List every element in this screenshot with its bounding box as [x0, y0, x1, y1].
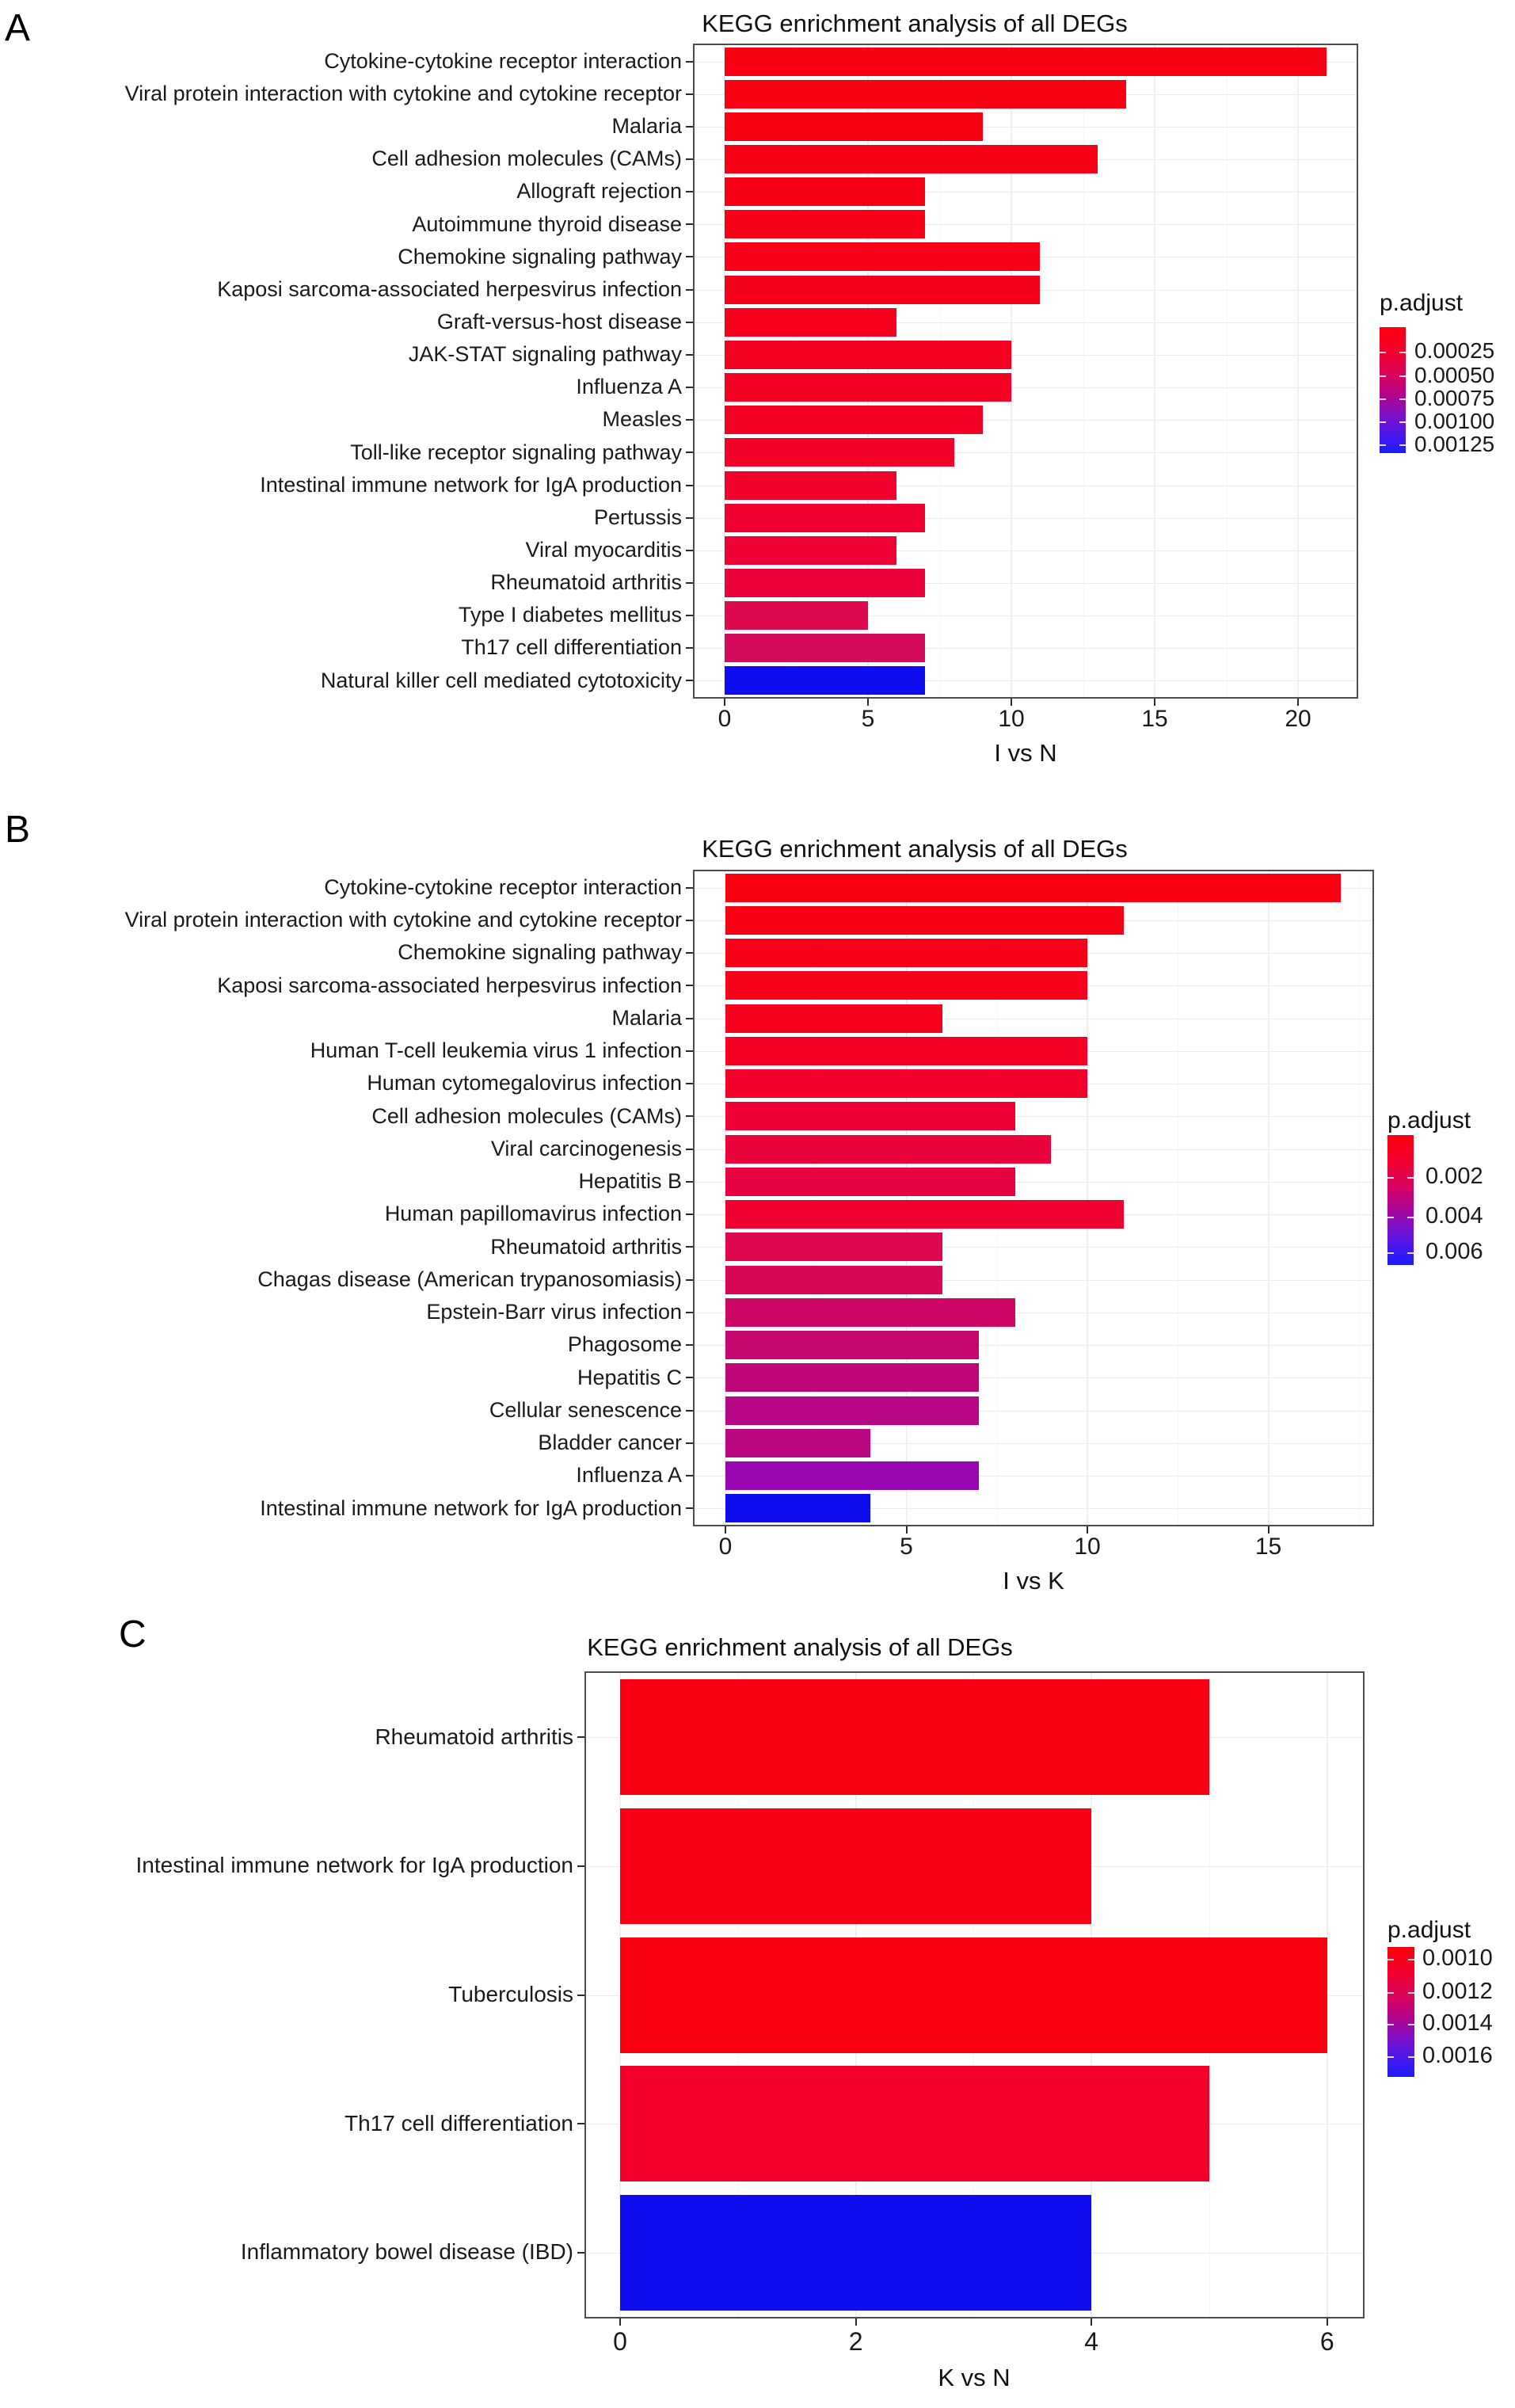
x-gridline-minor — [1083, 45, 1084, 697]
bar-cytokine-cytokine-receptor-interaction — [725, 48, 1327, 76]
bar-bladder-cancer — [725, 1429, 870, 1457]
category-label: Viral carcinogenesis — [490, 1136, 682, 1160]
legend-colorbar-tick — [1387, 1217, 1394, 1218]
bar-cell-adhesion-molecules-cams- — [725, 1102, 1015, 1130]
x-axis-tick-label: 10 — [1074, 1534, 1101, 1560]
panel-a-legend-title: p.adjust — [1380, 290, 1464, 316]
bar-hepatitis-c — [725, 1363, 979, 1392]
category-label: Kaposi sarcoma-associated herpesvirus infection — [217, 276, 682, 301]
bar-epstein-barr-virus-infection — [725, 1298, 1015, 1327]
y-axis-tick — [577, 1865, 584, 1867]
x-axis-tick — [724, 699, 725, 706]
legend-colorbar-tick — [1407, 1177, 1414, 1179]
bar-cellular-senescence — [725, 1396, 979, 1425]
x-axis-tick-label: 0 — [718, 1534, 733, 1560]
y-axis-tick — [686, 985, 693, 986]
bar-tuberculosis — [620, 1937, 1327, 2053]
x-gridline-major — [1087, 871, 1088, 1525]
x-axis-tick — [1268, 1526, 1269, 1534]
y-axis-tick — [686, 1246, 693, 1248]
bar-toll-like-receptor-signaling-pathway — [725, 438, 954, 467]
bar-kaposi-sarcoma-associated-herpesvirus-infection — [725, 276, 1040, 304]
y-axis-tick — [686, 1214, 693, 1215]
x-gridline-minor — [1227, 45, 1228, 697]
y-axis-tick — [686, 452, 693, 453]
y-axis-tick — [686, 191, 693, 192]
x-axis-tick — [619, 2318, 621, 2326]
y-axis-tick — [686, 1181, 693, 1183]
legend-tick-label: 0.0014 — [1422, 2010, 1493, 2037]
legend-tick-label: 0.0010 — [1422, 1945, 1493, 1972]
bar-rheumatoid-arthritis — [725, 569, 925, 597]
bar-intestinal-immune-network-for-iga-production — [725, 471, 896, 500]
y-axis-tick — [686, 1050, 693, 1052]
y-axis-tick — [686, 1149, 693, 1150]
x-gridline-major — [906, 871, 908, 1525]
x-axis-tick-label: 15 — [1141, 706, 1168, 732]
bar-hepatitis-b — [725, 1168, 1015, 1196]
bar-allograft-rejection — [725, 177, 925, 206]
legend-colorbar-tick — [1399, 375, 1406, 377]
category-label: Natural killer cell mediated cytotoxicity — [320, 668, 682, 692]
legend-colorbar-tick — [1380, 444, 1386, 446]
y-axis-tick — [686, 1115, 693, 1117]
bar-cell-adhesion-molecules-cams- — [725, 145, 1098, 173]
y-axis-tick — [686, 550, 693, 551]
legend-colorbar-tick — [1387, 2056, 1394, 2058]
x-axis-tick — [855, 2318, 857, 2326]
bar-pertussis — [725, 504, 925, 532]
legend-colorbar-tick — [1399, 398, 1406, 400]
y-axis-tick — [686, 158, 693, 160]
bar-th17-cell-differentiation — [620, 2066, 1209, 2181]
y-axis-tick — [686, 1410, 693, 1412]
category-label: Human papillomavirus infection — [384, 1202, 682, 1226]
category-label: Hepatitis C — [577, 1365, 682, 1389]
legend-colorbar-tick — [1387, 1959, 1394, 1960]
bar-viral-protein-interaction-with-cytokine-and-cytokine-receptor — [725, 80, 1126, 109]
x-axis-tick-label: 5 — [861, 706, 875, 732]
category-label: Cell adhesion molecules (CAMs) — [371, 147, 682, 171]
bar-kaposi-sarcoma-associated-herpesvirus-infection — [725, 971, 1087, 1000]
legend-colorbar-tick — [1408, 1959, 1414, 1960]
legend-colorbar-tick — [1380, 375, 1386, 377]
legend-colorbar-tick — [1399, 444, 1406, 446]
bar-human-cytomegalovirus-infection — [725, 1069, 1087, 1098]
panel-c-legend-title: p.adjust — [1387, 1917, 1471, 1943]
category-label: Phagosome — [567, 1332, 682, 1357]
category-label: Th17 cell differentiation — [461, 635, 682, 660]
category-label: Autoimmune thyroid disease — [412, 211, 682, 236]
x-axis-tick — [867, 699, 869, 706]
y-axis-tick — [686, 1507, 693, 1509]
category-label: Inflammatory bowel disease (IBD) — [240, 2239, 573, 2265]
x-gridline-major — [1297, 45, 1299, 697]
x-gridline-major — [725, 871, 726, 1525]
category-label: Intestinal immune network for IgA production — [260, 472, 682, 497]
bar-intestinal-immune-network-for-iga-production — [620, 1808, 1091, 1924]
y-axis-tick — [686, 1377, 693, 1378]
y-axis-tick — [686, 322, 693, 323]
x-gridline-major — [1154, 45, 1155, 697]
category-label: Kaposi sarcoma-associated herpesvirus infection — [217, 973, 682, 997]
category-label: Viral protein interaction with cytokine and cytokine receptor — [124, 81, 682, 105]
y-axis-tick — [686, 223, 693, 225]
y-axis-tick — [686, 419, 693, 421]
bar-human-t-cell-leukemia-virus-1-infection — [725, 1037, 1087, 1065]
panel-b-legend-title: p.adjust — [1387, 1107, 1471, 1134]
panel-a-plot-area — [124, 44, 1358, 732]
panel-b-title: KEGG enrichment analysis of all DEGs — [702, 835, 1128, 863]
legend-colorbar-tick — [1387, 2024, 1394, 2025]
y-axis-tick — [686, 1083, 693, 1084]
category-label: Rheumatoid arthritis — [490, 1234, 682, 1259]
y-axis-tick — [686, 126, 693, 128]
panel-a-title: KEGG enrichment analysis of all DEGs — [702, 10, 1128, 37]
y-axis-tick — [686, 517, 693, 519]
panel-a-letter: A — [5, 7, 31, 49]
category-label: Rheumatoid arthritis — [375, 1724, 573, 1749]
category-label: Intestinal immune network for IgA production — [135, 1853, 573, 1878]
y-axis-tick — [686, 887, 693, 889]
y-axis-tick — [577, 2252, 584, 2254]
bar-phagosome — [725, 1331, 979, 1359]
x-gridline-major — [1011, 45, 1012, 697]
legend-colorbar-tick — [1407, 1217, 1414, 1218]
category-label: Viral protein interaction with cytokine and cytokine receptor — [124, 908, 682, 932]
y-axis-tick — [686, 289, 693, 291]
panel-c-x-axis-label: K vs N — [938, 2364, 1011, 2391]
y-axis-tick — [686, 256, 693, 257]
bar-natural-killer-cell-mediated-cytotoxicity — [725, 666, 925, 695]
x-gridline-minor — [940, 45, 941, 697]
x-axis-tick-label: 0 — [718, 706, 732, 732]
bar-measles — [725, 406, 983, 434]
category-label: Influenza A — [576, 375, 682, 399]
bar-cytokine-cytokine-receptor-interaction — [725, 874, 1341, 902]
panel-b-letter: B — [5, 809, 31, 851]
x-gridline-minor — [997, 871, 998, 1525]
y-axis-tick — [686, 61, 693, 63]
bar-viral-carcinogenesis — [725, 1135, 1051, 1164]
legend-colorbar-tick — [1399, 421, 1406, 423]
y-axis-tick — [686, 680, 693, 681]
legend-colorbar-tick — [1408, 2056, 1414, 2058]
bar-influenza-a — [725, 373, 1011, 402]
x-axis-tick — [1091, 2318, 1092, 2326]
bar-influenza-a — [725, 1461, 979, 1490]
x-axis-tick-label: 10 — [998, 706, 1025, 732]
category-label: Chagas disease (American trypanosomiasis) — [257, 1267, 682, 1291]
x-axis-tick — [1154, 699, 1155, 706]
y-axis-tick — [686, 1442, 693, 1444]
legend-tick-label: 0.00050 — [1414, 362, 1495, 387]
category-label: Chemokine signaling pathway — [398, 244, 682, 269]
bar-chemokine-signaling-pathway — [725, 939, 1087, 967]
category-label: Allograft rejection — [516, 179, 682, 204]
x-axis-tick — [1327, 2318, 1328, 2326]
category-label: Influenza A — [576, 1463, 682, 1488]
legend-colorbar-tick — [1387, 1252, 1394, 1254]
x-axis-tick-label: 2 — [848, 2327, 863, 2356]
legend-tick-label: 0.00075 — [1414, 385, 1495, 410]
legend-colorbar-tick — [1407, 1252, 1414, 1254]
legend-tick-label: 0.0012 — [1422, 1979, 1493, 2005]
panel-c-plot-area — [135, 1671, 1365, 2356]
legend-tick-label: 0.00100 — [1414, 408, 1495, 433]
category-label: Human T-cell leukemia virus 1 infection — [310, 1038, 682, 1063]
legend-colorbar-tick — [1380, 352, 1386, 353]
category-label: Graft-versus-host disease — [436, 309, 682, 333]
legend-tick-label: 0.002 — [1426, 1164, 1483, 1190]
y-axis-tick — [577, 1995, 584, 1996]
bar-graft-versus-host-disease — [725, 308, 896, 337]
legend-colorbar-tick — [1380, 421, 1386, 423]
legend-tick-label: 0.006 — [1426, 1239, 1483, 1265]
category-label: Intestinal immune network for IgA production — [260, 1495, 682, 1520]
x-axis-tick-label: 4 — [1084, 2327, 1099, 2356]
category-label: JAK-STAT signaling pathway — [408, 342, 682, 367]
x-axis-tick — [906, 1526, 908, 1534]
panel-c-legend-colorbar — [1387, 1947, 1414, 2077]
bar-malaria — [725, 112, 983, 141]
y-axis-tick — [686, 920, 693, 921]
panel-b-legend-colorbar — [1387, 1135, 1414, 1265]
bar-rheumatoid-arthritis — [725, 1233, 942, 1261]
y-axis-tick — [686, 93, 693, 95]
x-axis-tick-label: 0 — [613, 2327, 627, 2356]
x-gridline-major — [867, 45, 869, 697]
x-axis-tick-label: 15 — [1254, 1534, 1282, 1560]
legend-colorbar-tick — [1387, 1992, 1394, 1994]
bar-type-i-diabetes-mellitus — [725, 601, 868, 630]
category-label: Rheumatoid arthritis — [490, 570, 682, 595]
category-label: Th17 cell differentiation — [344, 2110, 573, 2136]
legend-colorbar-tick — [1387, 1177, 1394, 1179]
y-axis-tick — [686, 1279, 693, 1281]
bar-autoimmune-thyroid-disease — [725, 210, 925, 238]
x-gridline-minor — [816, 871, 817, 1525]
y-axis-tick — [686, 1475, 693, 1476]
category-label: Viral myocarditis — [525, 538, 682, 562]
bar-th17-cell-differentiation — [725, 634, 925, 662]
y-axis-tick — [686, 647, 693, 649]
legend-tick-label: 0.00125 — [1414, 431, 1495, 456]
category-label: Malaria — [611, 114, 682, 139]
x-gridline-major — [1268, 871, 1269, 1525]
legend-tick-label: 0.0016 — [1422, 2043, 1493, 2069]
bar-chemokine-signaling-pathway — [725, 242, 1040, 271]
y-axis-tick — [686, 1018, 693, 1019]
category-label: Toll-like receptor signaling pathway — [350, 440, 682, 464]
category-label: Chemokine signaling pathway — [398, 940, 682, 965]
panel-c-letter: C — [119, 1614, 147, 1656]
legend-tick-label: 0.004 — [1426, 1202, 1483, 1229]
x-axis-tick — [1011, 699, 1012, 706]
category-label: Pertussis — [593, 505, 682, 529]
y-axis-tick — [686, 387, 693, 388]
bar-human-papillomavirus-infection — [725, 1200, 1124, 1229]
category-label: Cellular senescence — [489, 1397, 682, 1422]
category-label: Human cytomegalovirus infection — [367, 1071, 682, 1095]
y-axis-tick — [577, 1736, 584, 1738]
y-axis-tick — [686, 582, 693, 584]
x-axis-tick — [725, 1526, 726, 1534]
x-axis-tick — [1087, 1526, 1088, 1534]
legend-colorbar-tick — [1399, 352, 1406, 353]
bar-intestinal-immune-network-for-iga-production — [725, 1494, 870, 1522]
panel-a-legend-colorbar — [1380, 327, 1406, 453]
category-label: Cytokine-cytokine receptor interaction — [324, 48, 682, 73]
bar-chagas-disease-american-trypanosomiasis- — [725, 1266, 942, 1294]
y-axis-tick — [686, 485, 693, 486]
y-axis-tick — [686, 354, 693, 356]
x-axis-tick-label: 6 — [1319, 2327, 1334, 2356]
category-label: Epstein-Barr virus infection — [426, 1300, 682, 1324]
x-axis-tick-label: 5 — [900, 1534, 913, 1560]
bar-malaria — [725, 1004, 942, 1033]
y-axis-tick — [577, 2123, 584, 2124]
legend-colorbar-tick — [1408, 2024, 1414, 2025]
x-axis-tick-label: 20 — [1285, 706, 1311, 732]
bar-jak-stat-signaling-pathway — [725, 341, 1011, 369]
legend-colorbar-tick — [1408, 1992, 1414, 1994]
y-axis-tick — [686, 615, 693, 616]
bar-viral-myocarditis — [725, 536, 896, 565]
bar-viral-protein-interaction-with-cytokine-and-cytokine-receptor — [725, 906, 1124, 935]
y-axis-tick — [686, 1312, 693, 1313]
category-label: Tuberculosis — [448, 1982, 573, 2007]
category-label: Hepatitis B — [578, 1169, 682, 1194]
y-axis-tick — [686, 1344, 693, 1346]
x-gridline-major — [724, 45, 725, 697]
category-label: Bladder cancer — [538, 1431, 682, 1455]
category-label: Type I diabetes mellitus — [458, 603, 682, 627]
category-label: Cell adhesion molecules (CAMs) — [371, 1103, 682, 1128]
panel-b-x-axis-label: I vs K — [1003, 1567, 1064, 1595]
category-label: Malaria — [611, 1005, 682, 1030]
panel-b-plot-area — [124, 870, 1374, 1560]
panel-c-title: KEGG enrichment analysis of all DEGs — [587, 1633, 1013, 1661]
x-axis-tick — [1297, 699, 1299, 706]
legend-tick-label: 0.00025 — [1414, 338, 1495, 364]
category-label: Measles — [602, 407, 682, 432]
bar-inflammatory-bowel-disease-ibd- — [620, 2195, 1091, 2311]
category-label: Cytokine-cytokine receptor interaction — [324, 874, 682, 899]
x-gridline-minor — [1359, 871, 1360, 1525]
panel-a-x-axis-label: I vs N — [994, 739, 1057, 767]
bar-rheumatoid-arthritis — [620, 1679, 1209, 1795]
legend-colorbar-tick — [1380, 398, 1386, 400]
y-axis-tick — [686, 952, 693, 954]
